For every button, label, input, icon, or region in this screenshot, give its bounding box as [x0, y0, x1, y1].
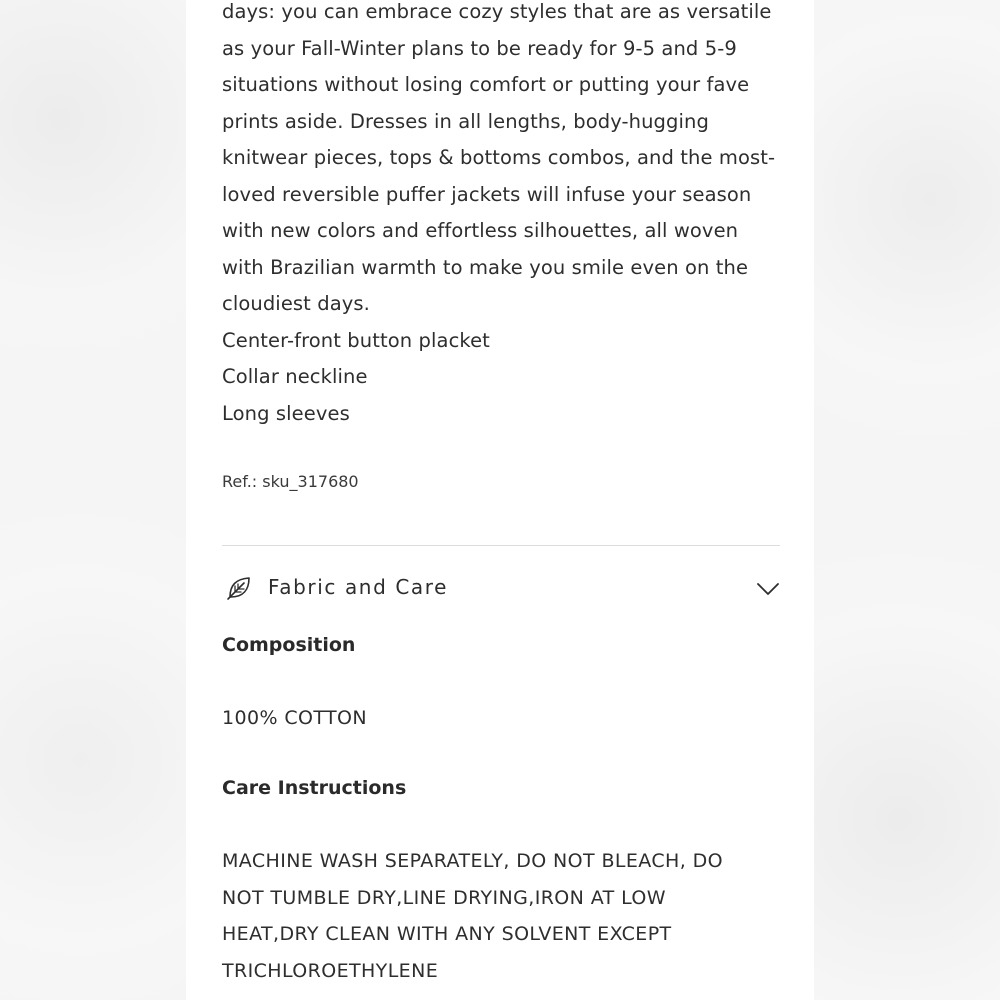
care-instructions-line: TRICHLOROETHYLENE — [222, 960, 439, 982]
description-line: prints aside. Dresses in all lengths, body-hugging — [222, 110, 709, 133]
description-line: as your Fall-Winter plans to be ready for 9-5 and 5-9 — [222, 37, 737, 60]
section-divider — [222, 545, 780, 546]
description-line: days: you can embrace cozy styles that are as versatile — [222, 0, 772, 23]
leaf-icon — [226, 575, 252, 601]
fabric-care-accordion-toggle[interactable] — [222, 566, 780, 610]
care-instructions-line: MACHINE WASH SEPARATELY, DO NOT BLEACH, DO — [222, 850, 723, 872]
chevron-down-icon[interactable] — [756, 578, 780, 598]
feature-long-sleeves: Long sleeves — [222, 402, 350, 425]
description-line: with Brazilian warmth to make you smile even on the — [222, 256, 749, 279]
description-line: cloudiest days. — [222, 292, 370, 315]
product-details-panel — [186, 0, 814, 1000]
product-reference: Ref.: sku_317680 — [222, 472, 359, 491]
care-instructions-line: HEAT,DRY CLEAN WITH ANY SOLVENT EXCEPT — [222, 923, 672, 945]
care-instructions-label: Care Instructions — [222, 777, 407, 799]
description-line: with new colors and effortless silhouettes, all woven — [222, 219, 739, 242]
description-line: loved reversible puffer jackets will infuse your season — [222, 183, 752, 206]
care-instructions-line: NOT TUMBLE DRY,LINE DRYING,IRON AT LOW — [222, 887, 666, 909]
feature-button-placket: Center-front button placket — [222, 329, 490, 352]
fabric-care-title: Fabric and Care — [268, 575, 449, 599]
description-line: knitwear pieces, tops & bottoms combos, and the most- — [222, 146, 776, 169]
composition-value: 100% COTTON — [222, 707, 368, 729]
feature-collar-neckline: Collar neckline — [222, 365, 368, 388]
description-line: situations without losing comfort or putting your fave — [222, 73, 750, 96]
composition-label: Composition — [222, 634, 356, 656]
